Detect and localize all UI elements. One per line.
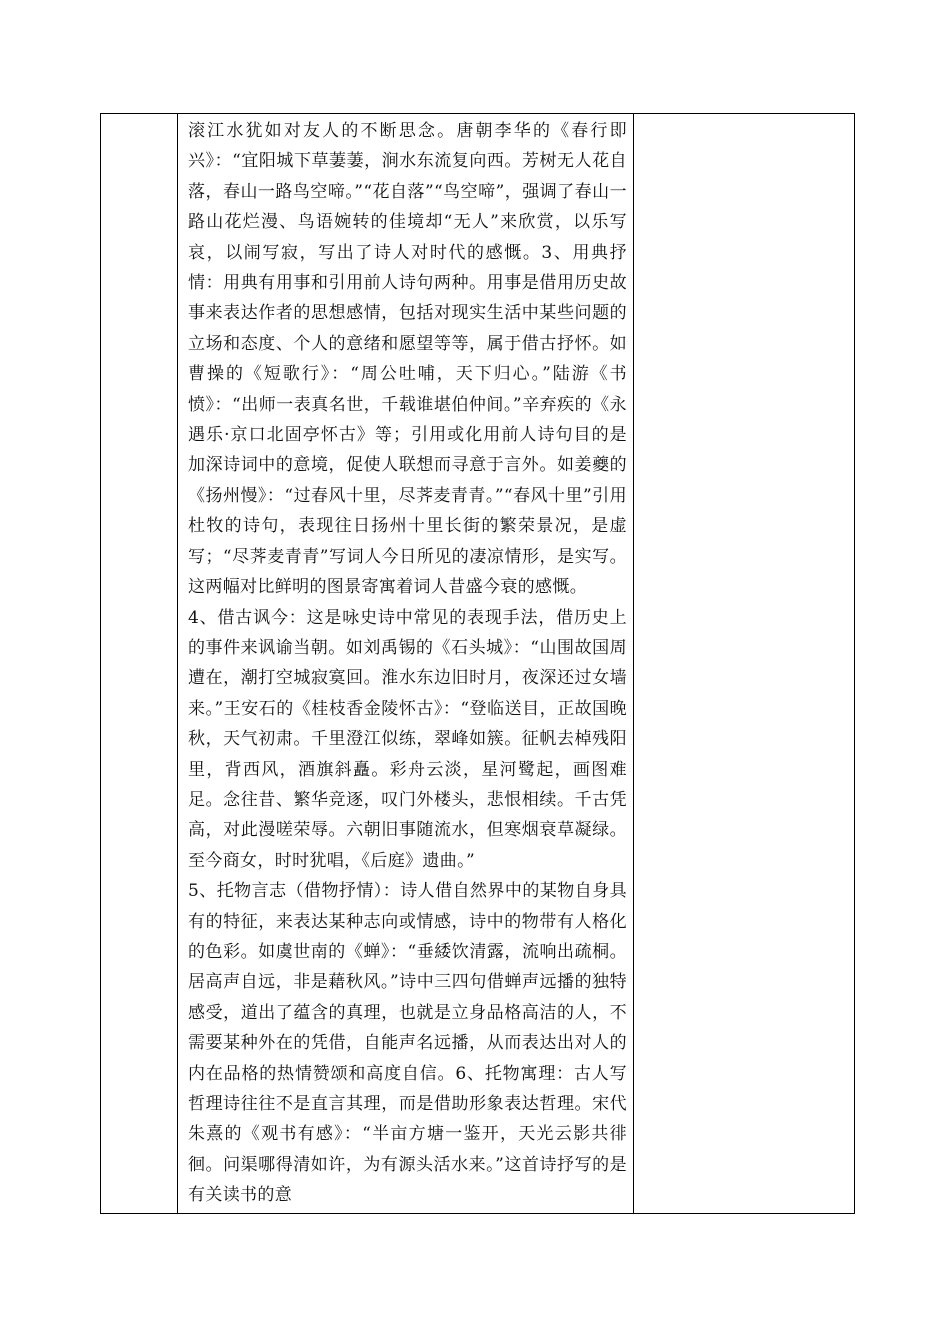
content-table [100, 113, 855, 1214]
main-text-cell [178, 114, 634, 1214]
right-cell [634, 114, 855, 1214]
table-row [101, 114, 855, 1214]
left-cell [101, 114, 178, 1214]
paragraph-3: 5、托物言志（借物抒情）：诗人借自然界中的某物自身具有的特征，来表达某种志向或情感，诗中的物带有人格化的色彩。如虞世南的《蝉》：“垂緌饮清露，流响出疏桐。居高声自远，非是藉秋风。”诗中三四句借蝉声远播的独特感受，道出了蕴含的真理，也就是立身品格高洁的人，不需要某种外在的凭借，自能声名远播，从而表达出对人的内在品格的热情赞颂和高度自信。6、托物寓理：古人写哲理诗往往不是直言其理，而是借助形象表达哲理。宋代朱熹的《观书有感》：“半亩方塘一鉴开，天光云影共徘徊。问渠哪得清如许，为有源头活水来。”这首诗抒写的是有关读书的意 [188, 881, 627, 1206]
paragraph-1: 滚江水犹如对友人的不断思念。唐朝李华的《春行即兴》：“宜阳城下草萋萋，涧水东流复向西。芳树无人花自落，春山一路鸟空啼。”“花自落”“鸟空啼”，强调了春山一路山花烂漫、鸟语婉转的佳境却“无人”来欣赏，以乐写哀，以闹写寂，写出了诗人对时代的感慨。3、用典抒情：用典有用事和引用前人诗句两种。用事是借用历史故事来表达作者的思想感情，包括对现实生活中某些问题的立场和态度、个人的意绪和愿望等等，属于借古抒怀。如曹操的《短歌行》：“周公吐哺，天下归心。”陆游《书愤》：“出师一表真名世，千载谁堪伯仲间。”辛弃疾的《永遇乐·京口北固亭怀古》等；引用或化用前人诗句目的是加深诗词中的意境，促使人联想而寻意于言外。如姜夔的《扬州慢》：“过春风十里，尽荠麦青青。”“春风十里”引用杜牧的诗句，表现往日扬州十里长街的繁荣景况，是虚写；“尽荠麦青青”写词人今日所见的凄凉情形，是实写。这两幅对比鲜明的图景寄寓着词人昔盛今衰的感慨。 [188, 121, 627, 598]
paragraph-2: 4、借古讽今：这是咏史诗中常见的表现手法，借历史上的事件来讽谕当朝。如刘禹锡的《石头城》：“山围故国周遭在，潮打空城寂寞回。淮水东边旧时月，夜深还过女墙来。”王安石的《桂枝香金陵怀古》：“登临送目，正故国晚秋，天气初肃。千里澄江似练，翠峰如簇。征帆去棹残阳里，背西风，酒旗斜矗。彩舟云淡，星河鹭起，画图难足。念往昔、繁华竞逐，叹门外楼头，悲恨相续。千古凭高，对此漫嗟荣辱。六朝旧事随流水，但寒烟衰草凝绿。至今商女，时时犹唱，《后庭》遗曲。” [188, 607, 627, 871]
main-text-content [178, 114, 633, 1211]
